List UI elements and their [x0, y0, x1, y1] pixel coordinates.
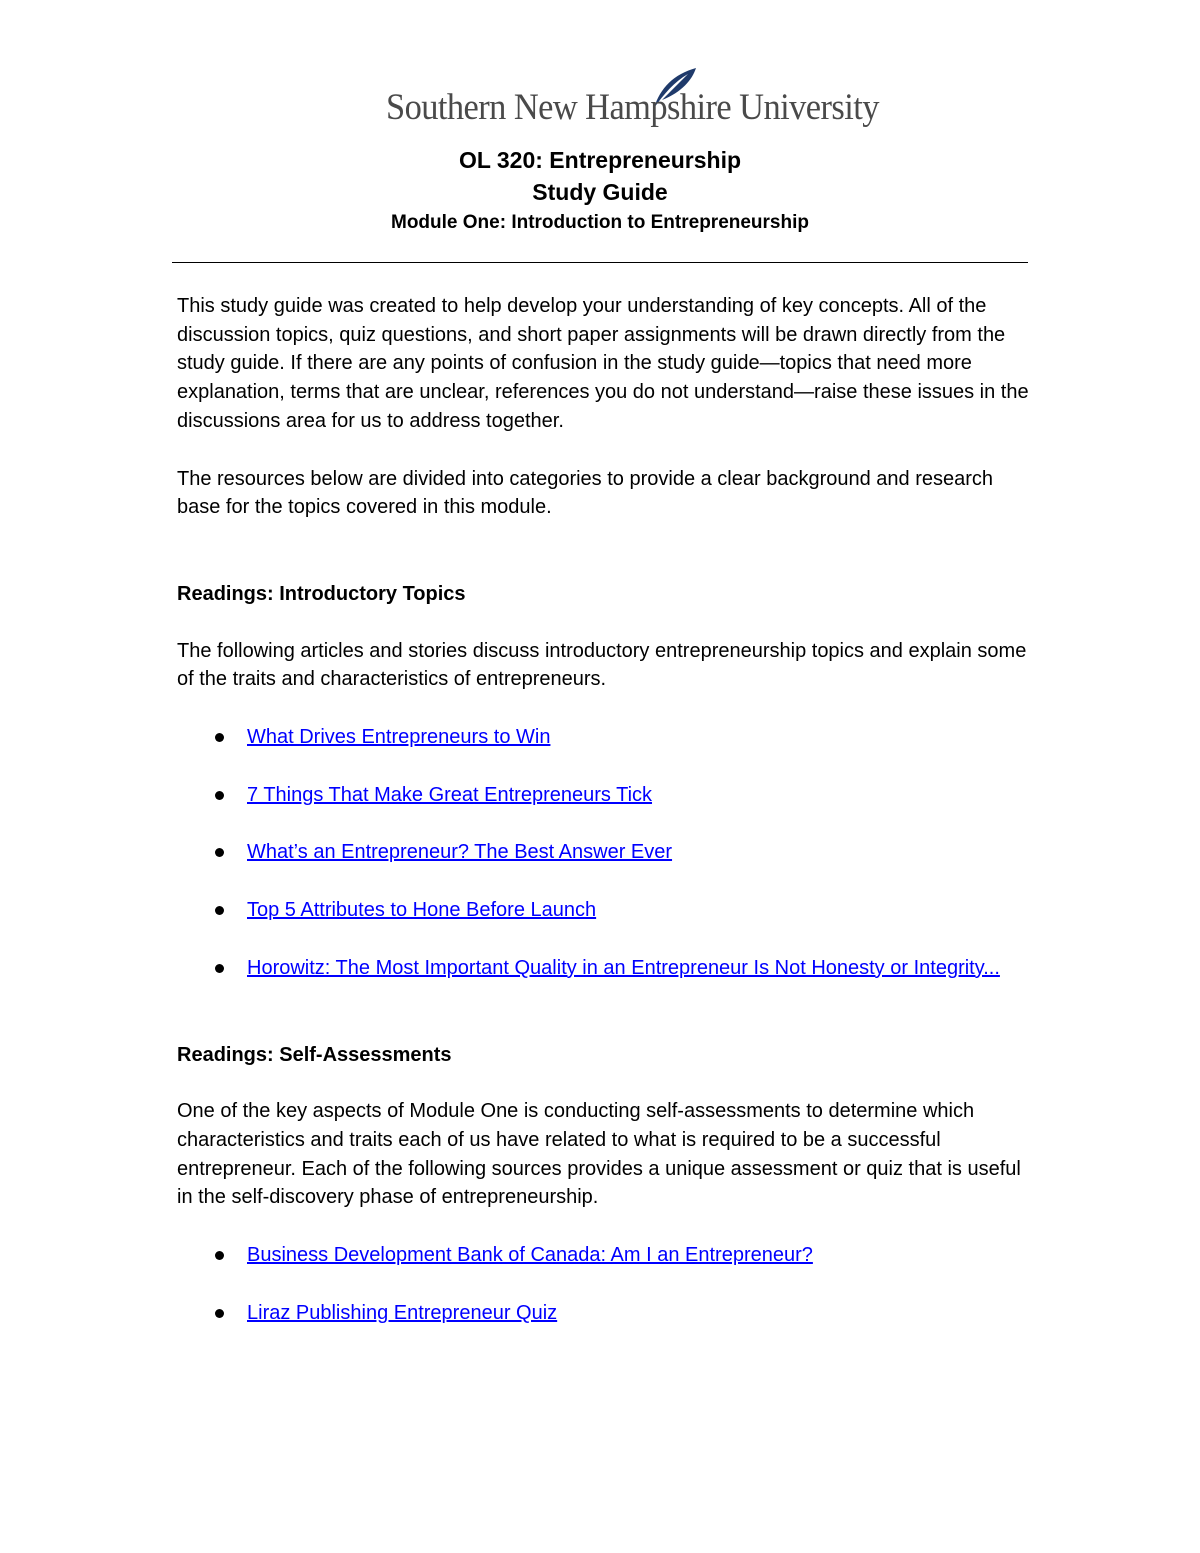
bullet-icon [215, 848, 224, 857]
logo-wordmark: Southern New Hampshire University [386, 87, 879, 128]
list-item [177, 1299, 1037, 1328]
header-divider [172, 262, 1028, 263]
self-assessment-list [177, 1241, 1037, 1327]
bullet-icon [215, 791, 224, 800]
bullet-icon [215, 906, 224, 915]
list-item [177, 723, 1037, 752]
bullet-icon [215, 1309, 224, 1318]
university-logo [386, 66, 879, 140]
module-title: Module One: Introduction to Entrepreneurship [391, 212, 809, 233]
section-description-introductory: The following articles and stories discuss introductory entrepreneurship topics and explain some of the traits and characteristics of entrepreneurs. [177, 639, 1027, 691]
guide-title: Study Guide [532, 179, 668, 205]
list-item [177, 954, 1037, 983]
link-whats-an-entrepreneur[interactable]: What’s an Entrepreneur? The Best Answer Ever [247, 841, 673, 864]
intro-paragraph: This study guide was created to help develop your understanding of key concepts. All of the discussion topics, quiz questions, and short paper assignments will be drawn directly from the study guide. If there are any points of confusion in the study guide—topics that need more explanation, terms that are unclear, references you do not understand—raise these issues in the discussions area for us to address together. [177, 295, 1029, 432]
link-liraz-quiz[interactable]: Liraz Publishing Entrepreneur Quiz [247, 1301, 558, 1324]
link-bdc-am-i-an-entrepreneur[interactable]: Business Development Bank of Canada: Am I an Entrepreneur? [247, 1244, 813, 1267]
list-item [177, 838, 1037, 867]
section-description-self-assessments: One of the key aspects of Module One is conducting self-assessments to determine which characteristics and traits each of us have related to what is required to be a successful entrepreneur. Each of the following sources provides a unique assessment or quiz that is useful in the self-discovery phase of entrepreneurship. [177, 1100, 1021, 1209]
list-item [177, 781, 1037, 810]
course-title: OL 320: Entrepreneurship [458, 147, 742, 173]
bullet-icon [215, 964, 224, 973]
resources-paragraph: The resources below are divided into categories to provide a clear background and research base for the topics covered in this module. [177, 467, 994, 519]
bullet-icon [215, 733, 224, 742]
link-7-things[interactable]: 7 Things That Make Great Entrepreneurs Tick [247, 783, 653, 806]
document-body [177, 292, 1037, 1327]
list-item [177, 896, 1037, 925]
link-top-5-attributes[interactable]: Top 5 Attributes to Hone Before Launch [247, 899, 597, 922]
bullet-icon [215, 1251, 224, 1260]
section-heading-introductory: Readings: Introductory Topics [177, 582, 466, 605]
link-what-drives-entrepreneurs[interactable]: What Drives Entrepreneurs to Win [247, 726, 551, 749]
section-heading-self-assessments: Readings: Self-Assessments [177, 1043, 452, 1066]
introductory-readings-list [177, 723, 1037, 983]
list-item [177, 1241, 1037, 1270]
link-horowitz[interactable]: Horowitz: The Most Important Quality in an Entrepreneur Is Not Honesty or Integrity... [247, 956, 1000, 979]
